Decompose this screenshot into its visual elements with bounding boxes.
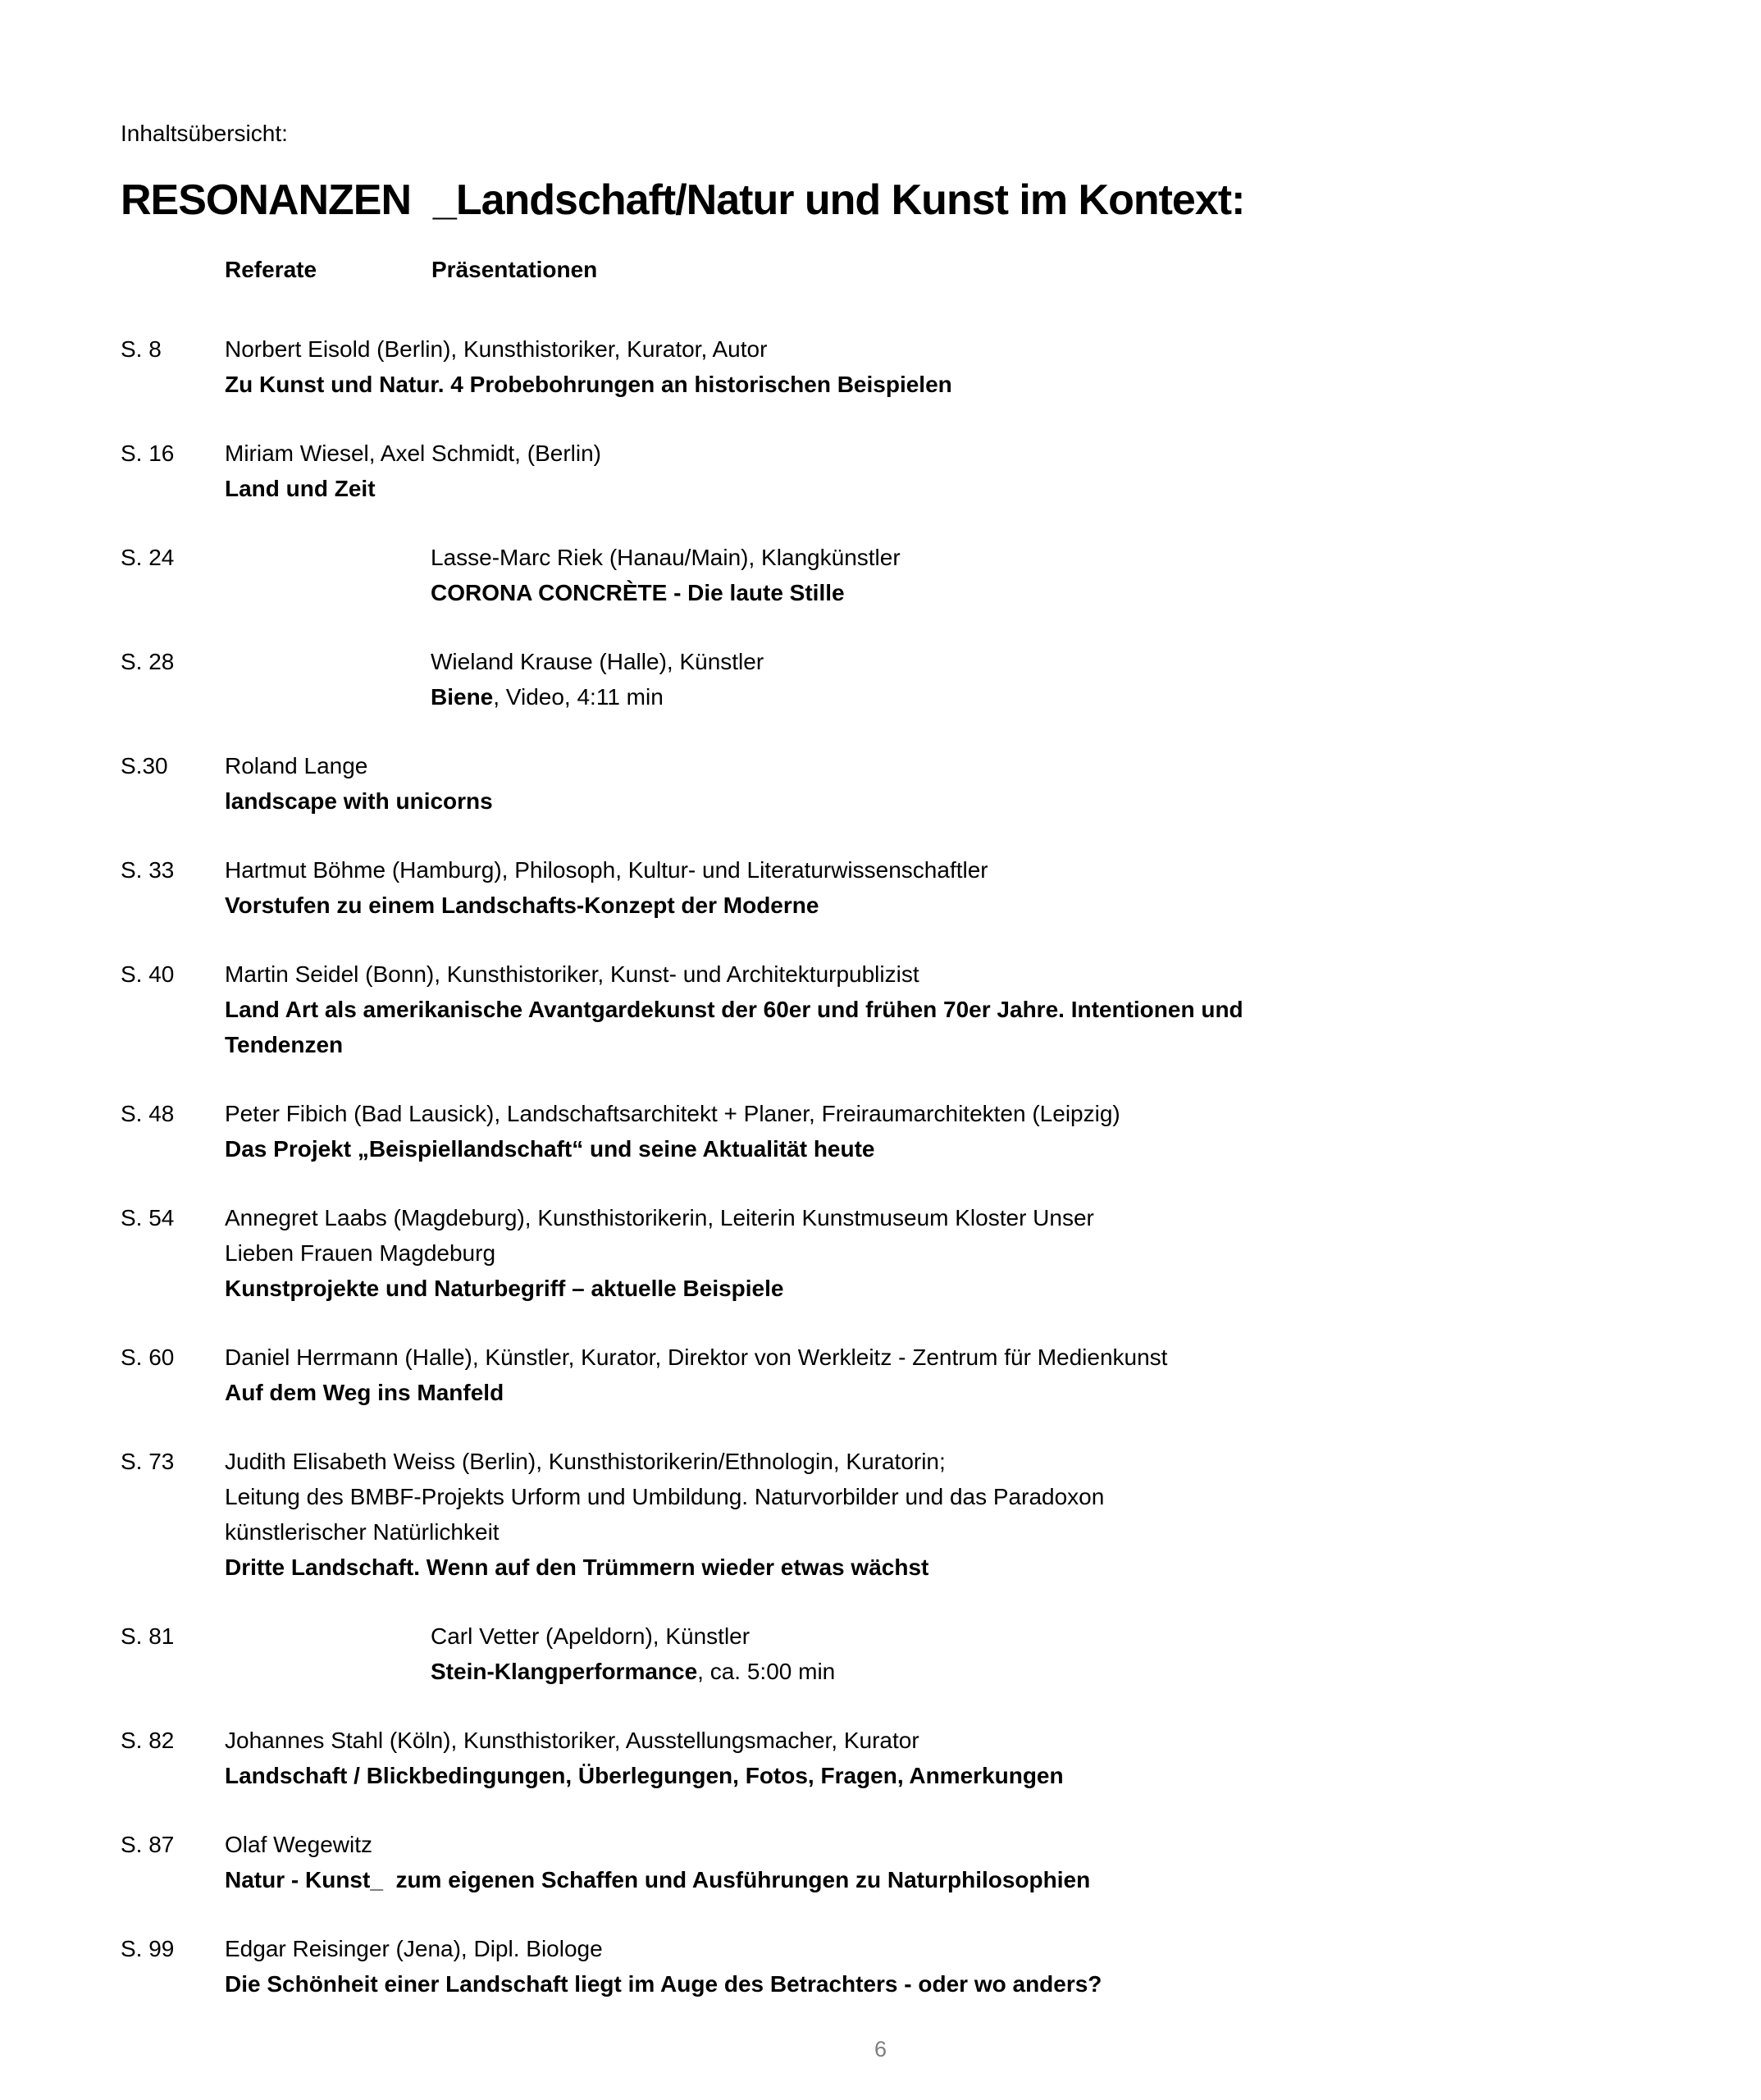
entry-line: Landschaft / Blickbedingungen, Überlegungen, Fotos, Fragen, Anmerkungen: [225, 1763, 1064, 1788]
page-ref: S. 87: [121, 1832, 175, 1857]
toc-entry: [121, 1931, 1761, 2002]
column-headers: [121, 256, 1761, 284]
overview-label: Inhaltsübersicht:: [121, 121, 288, 146]
entry-line: Vorstufen zu einem Landschafts-Konzept der Moderne: [225, 892, 819, 918]
page-ref: S. 82: [121, 1728, 175, 1753]
entry-line: Miriam Wiesel, Axel Schmidt, (Berlin): [225, 441, 601, 466]
entry-line: Kunstprojekte und Naturbegriff – aktuelle Beispiele: [225, 1276, 784, 1301]
entry-line: künstlerischer Natürlichkeit: [225, 1519, 500, 1545]
page-ref: S.30: [121, 753, 168, 778]
toc-entry: [121, 748, 1761, 819]
toc-entry: [121, 1096, 1761, 1166]
entry-line: Wieland Krause (Halle), Künstler: [431, 649, 764, 674]
entry-line: Leitung des BMBF-Projekts Urform und Umbildung. Naturvorbilder und das Paradoxon: [225, 1484, 1105, 1509]
toc-entry: [121, 1723, 1761, 1793]
entry-line: Daniel Herrmann (Halle), Künstler, Kurator, Direktor von Werkleitz - Zentrum für Medienkunst: [225, 1344, 1168, 1370]
toc-entry: [121, 1827, 1761, 1897]
toc-entry: [121, 331, 1761, 402]
toc-entry: [121, 1618, 1761, 1689]
page-ref: S. 99: [121, 1936, 175, 1961]
entry-line: Judith Elisabeth Weiss (Berlin), Kunsthistorikerin/Ethnologin, Kuratorin;: [225, 1449, 946, 1474]
document-title: RESONANZEN _Landschaft/Natur und Kunst im Kontext:: [121, 176, 1245, 224]
entry-line: Johannes Stahl (Köln), Kunsthistoriker, Ausstellungsmacher, Kurator: [225, 1728, 919, 1753]
entry-line: Land und Zeit: [225, 476, 376, 501]
entry-line: Das Projekt „Beispiellandschaft“ und seine Aktualität heute: [225, 1136, 875, 1162]
toc-entry: [121, 1444, 1761, 1585]
entry-line: Natur - Kunst_ zum eigenen Schaffen und Ausführungen zu Naturphilosophien: [225, 1867, 1091, 1892]
entry-line: Land Art als amerikanische Avantgardekunst der 60er und frühen 70er Jahre. Intentionen und: [225, 997, 1243, 1022]
page-ref: S. 28: [121, 649, 175, 674]
toc-entry: [121, 644, 1761, 714]
page-ref: S. 48: [121, 1101, 175, 1126]
entry-line: Biene, Video, 4:11 min: [431, 684, 664, 710]
entry-line: Zu Kunst und Natur. 4 Probebohrungen an historischen Beispielen: [225, 372, 952, 397]
page-ref: S. 16: [121, 441, 175, 466]
page-ref: S. 81: [121, 1623, 175, 1649]
entry-line: CORONA CONCRÈTE - Die laute Stille: [431, 580, 845, 605]
page-number: 6: [874, 2037, 887, 2061]
column-header-praesentationen: Präsentationen: [431, 257, 598, 282]
toc-entry: [121, 436, 1761, 506]
toc-entry: [121, 852, 1761, 923]
page-ref: S. 24: [121, 545, 175, 570]
page-ref: S. 40: [121, 961, 175, 987]
entry-line: Edgar Reisinger (Jena), Dipl. Biologe: [225, 1936, 603, 1961]
entry-line: Lieben Frauen Magdeburg: [225, 1240, 496, 1266]
page-ref: S. 60: [121, 1344, 175, 1370]
entry-line: Stein-Klangperformance, ca. 5:00 min: [431, 1659, 836, 1684]
toc-entry: [121, 540, 1761, 610]
page-ref: S. 54: [121, 1205, 175, 1230]
page-ref: S. 33: [121, 857, 175, 883]
entry-line: Roland Lange: [225, 753, 368, 778]
toc-entry: [121, 956, 1761, 1062]
toc-entry-list: [121, 331, 1761, 2002]
column-header-referate: Referate: [225, 257, 317, 282]
toc-entry: [121, 1200, 1761, 1306]
toc-entry: [121, 1340, 1761, 1410]
entry-line: Martin Seidel (Bonn), Kunsthistoriker, Kunst- und Architekturpublizist: [225, 961, 919, 987]
entry-line: Olaf Wegewitz: [225, 1832, 372, 1857]
entry-line: Dritte Landschaft. Wenn auf den Trümmern wieder etwas wächst: [225, 1554, 929, 1580]
entry-line: Die Schönheit einer Landschaft liegt im Auge des Betrachters - oder wo anders?: [225, 1971, 1102, 1997]
entry-line: Tendenzen: [225, 1032, 344, 1057]
entry-line: Hartmut Böhme (Hamburg), Philosoph, Kultur- und Literaturwissenschaftler: [225, 857, 988, 883]
entry-line: Peter Fibich (Bad Lausick), Landschaftsarchitekt + Planer, Freiraumarchitekten (Leipzig): [225, 1101, 1120, 1126]
entry-line: landscape with unicorns: [225, 788, 493, 814]
entry-line: Annegret Laabs (Magdeburg), Kunsthistorikerin, Leiterin Kunstmuseum Kloster Unser: [225, 1205, 1094, 1230]
entry-line: Lasse-Marc Riek (Hanau/Main), Klangkünstler: [431, 545, 901, 570]
page-ref: S. 73: [121, 1449, 175, 1474]
entry-line: Carl Vetter (Apeldorn), Künstler: [431, 1623, 750, 1649]
page-ref: S. 8: [121, 336, 162, 362]
entry-line: Norbert Eisold (Berlin), Kunsthistoriker, Kurator, Autor: [225, 336, 768, 362]
entry-line: Auf dem Weg ins Manfeld: [225, 1380, 504, 1405]
